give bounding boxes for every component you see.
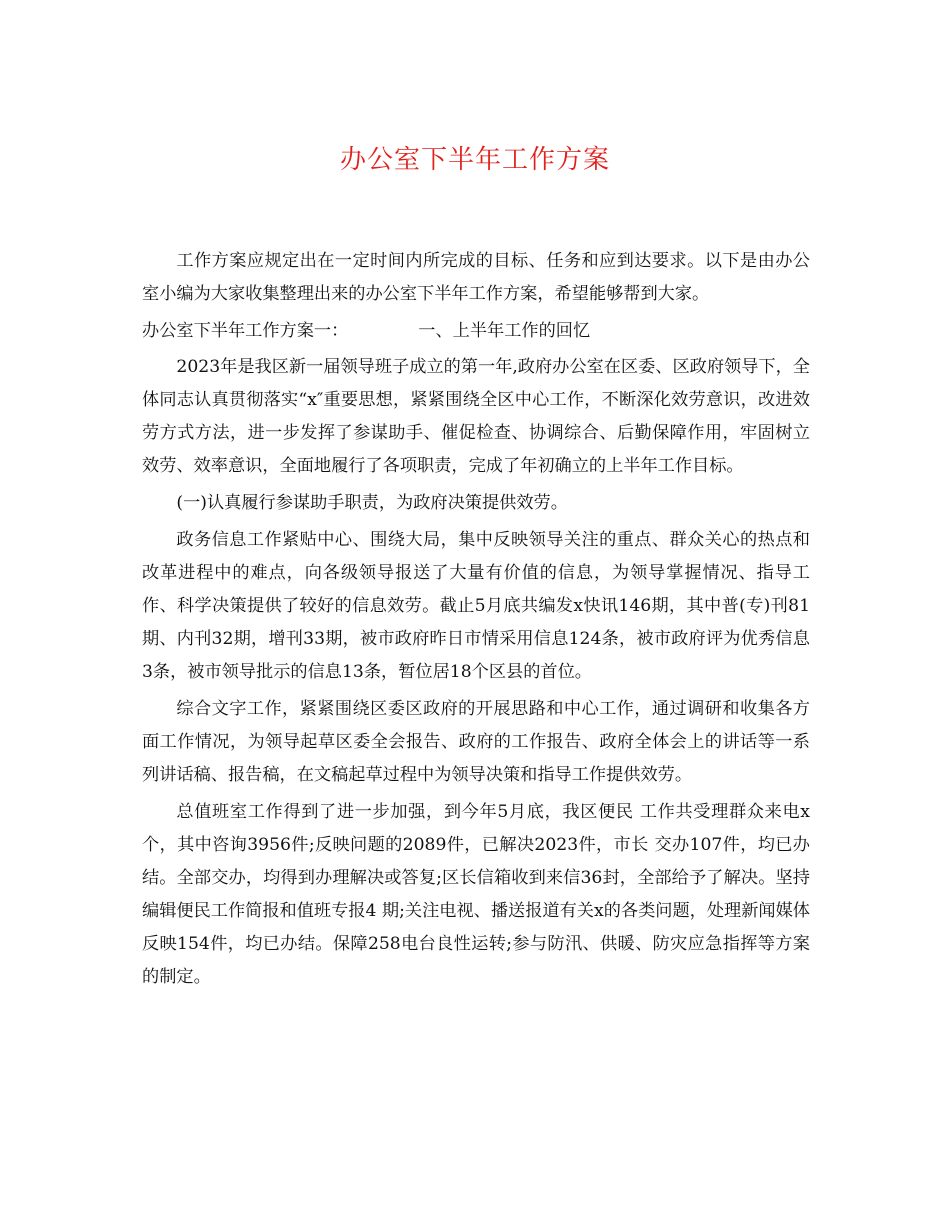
plan-heading: 办公室下半年工作方案一： — [142, 321, 349, 341]
subsection-heading: (一)认真履行参谋助手职责，为政府决策提供效劳。 — [176, 493, 568, 513]
body-paragraph: 总值班室工作得到了进一步加强，到今年5月底，我区便民 工作共受理群众来电x个，其中咨询3956件;反映问题的2089件，已解决2023件，市长 交办107件，均已办结。全部交办，均得到办理解决或答复;区长信箱收到来信36封，全部给予了解决。坚持编辑便民工作简报和值班专报4 期;关注电视、播送报道有关x的各类问题，处理新闻媒体反映154件，均已办结。保障258电台良性运转;参与防汛、供暖、防灾应急指挥等方案的制定。 — [142, 802, 810, 987]
intro-paragraph: 工作方案应规定出在一定时间内所完成的目标、任务和应到达要求。以下是由办公室小编为大家收集整理出来的办公室下半年工作方案，希望能够帮到大家。 — [142, 251, 810, 304]
body-paragraph: 综合文字工作，紧紧围绕区委区政府的开展思路和中心工作，通过调研和收集各方面工作情况，为领导起草区委全会报告、政府的工作报告、政府全体会上的讲话等一系列讲话稿、报告稿，在文稿起草过程中为领导决策和指导工作提供效劳。 — [142, 699, 810, 785]
document-title: 办公室下半年工作方案 — [339, 145, 610, 175]
body-paragraph: 政务信息工作紧贴中心、围绕大局，集中反映领导关注的重点、群众关心的热点和改革进程中的难点，向各级领导报送了大量有价值的信息，为领导掌握情况、指导工作、科学决策提供了较好的信息效劳。截止5月底共编发x快讯146期，其中普(专)刊81期、内刊32期，增刊33期，被市政府昨日市情采用信息124条，被市政府评为优秀信息3条，被市领导批示的信息13条，暂位居18个区县的首位。 — [142, 530, 810, 682]
document-body — [142, 245, 810, 998]
body-paragraph: 2023年是我区新一届领导班子成立的第一年,政府办公室在区委、区政府领导下，全体同志认真贯彻落实“x″重要思想，紧紧围绕全区中心工作，不断深化效劳意识，改进效劳方式方法，进一步发挥了参谋助手、催促检查、协调综合、后勤保障作用，牢固树立效劳、效率意识，全面地履行了各项职责，完成了年初确立的上半年工作目标。 — [142, 357, 810, 476]
section-heading-line — [142, 315, 810, 348]
section-heading: 一、上半年工作的回忆 — [418, 321, 591, 341]
